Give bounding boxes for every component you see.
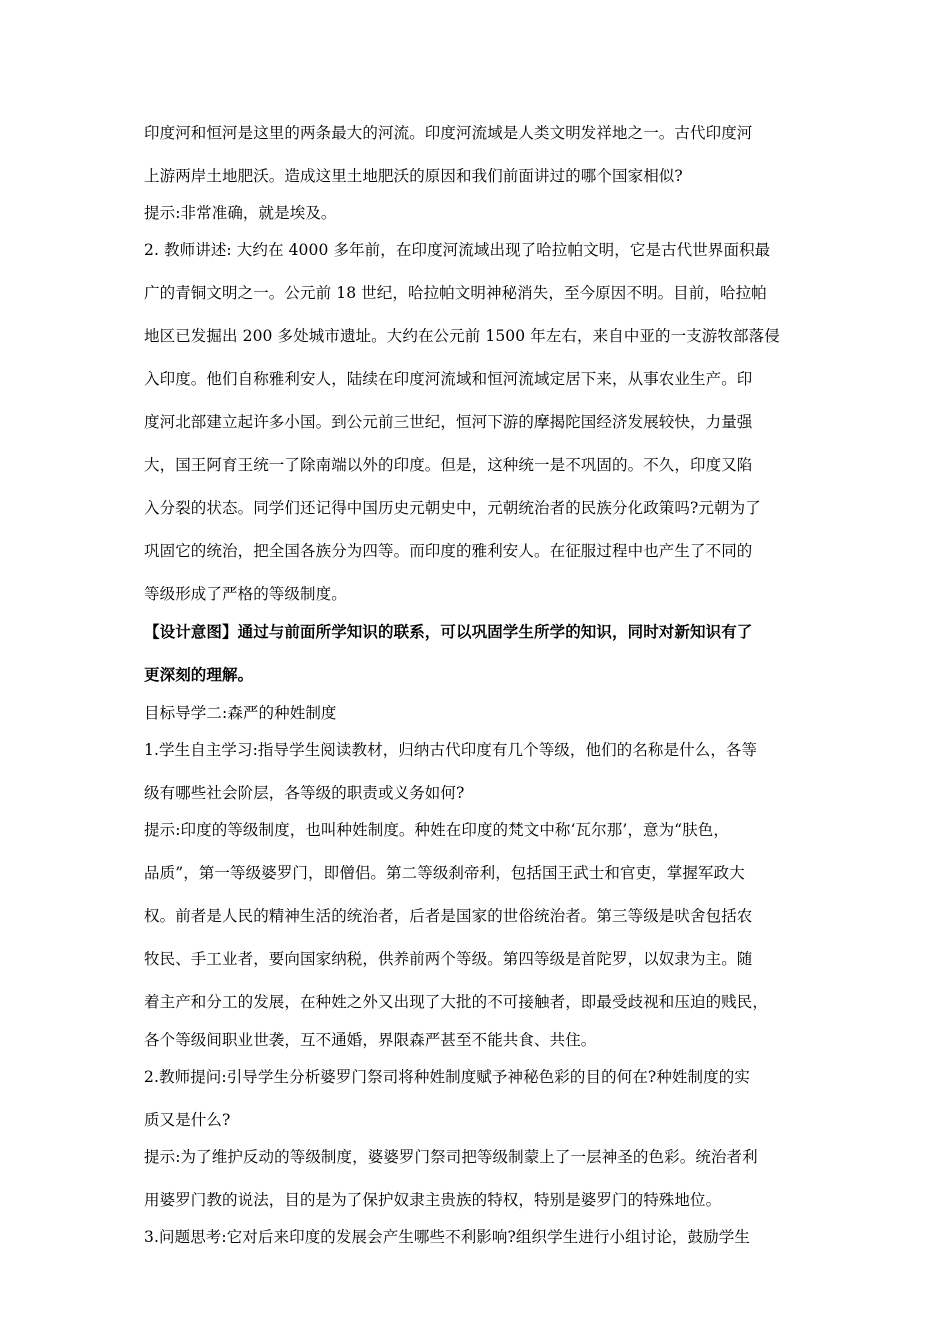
paragraph-line: 各个等级间职业世袭，互不通婚，界限森严甚至不能共食、共住。 (144, 1031, 597, 1049)
paragraph-line: 质又是什么? (144, 1111, 231, 1129)
paragraph-line: 品质”，第一等级婆罗门，即僧侣。第二等级刹帝利，包括国王武士和官吏，掌握军政大 (144, 864, 745, 882)
section-heading: 目标导学二:森严的种姓制度 (144, 704, 337, 722)
paragraph-line: 入分裂的状态。同学们还记得中国历史元朝史中，元朝统治者的民族分化政策吗?元朝为了 (144, 499, 761, 517)
paragraph-line: 印度河和恒河是这里的两条最大的河流。印度河流域是人类文明发祥地之一。古代印度河 (144, 124, 753, 142)
paragraph-line: 权。前者是人民的精神生活的统治者，后者是国家的世俗统治者。第三等级是吠舍包括农 (144, 907, 753, 925)
paragraph-line: 广的青铜文明之一。公元前 18 世纪，哈拉帕文明神秘消失，至今原因不明。目前，哈拉帕 (144, 284, 767, 302)
paragraph-line: 着主产和分工的发展，在种姓之外又出现了大批的不可接触者，即最受歧视和压迫的贱民， (144, 993, 769, 1011)
design-intent-line: 【设计意图】通过与前面所学知识的联系，可以巩固学生所学的知识，同时对新知识有了 (144, 623, 753, 641)
paragraph-line: 2. 教师讲述: 大约在 4000 多年前，在印度河流域出现了哈拉帕文明，它是古代世界面积最 (144, 241, 771, 259)
paragraph-line: 提示:印度的等级制度，也叫种姓制度。种姓在印度的梵文中称‘瓦尔那’，意为“肤色， (144, 821, 730, 839)
paragraph-line: 等级形成了严格的等级制度。 (144, 585, 347, 603)
paragraph-line: 级有哪些社会阶层，各等级的职责或义务如何? (144, 784, 465, 802)
paragraph-line: 入印度。他们自称雅利安人，陆续在印度河流域和恒河流域定居下来，从事农业生产。印 (144, 370, 753, 388)
paragraph-line: 1.学生自主学习:指导学生阅读教材，归纳古代印度有几个等级，他们的名称是什么，各等 (144, 741, 758, 759)
design-intent-line: 更深刻的理解。 (144, 666, 254, 684)
paragraph-line: 3.问题思考:它对后来印度的发展会产生哪些不利影响?组织学生进行小组讨论，鼓励学生 (144, 1228, 750, 1246)
paragraph-line: 提示:为了维护反动的等级制度，婆婆罗门祭司把等级制蒙上了一层神圣的色彩。统治者利 (144, 1148, 758, 1166)
paragraph-line: 大，国王阿育王统一了除南端以外的印度。但是，这种统一是不巩固的。不久，印度又陷 (144, 456, 753, 474)
paragraph-line: 用婆罗门教的说法，目的是为了保护奴隶主贵族的特权，特别是婆罗门的特殊地位。 (144, 1191, 722, 1209)
paragraph-line: 度河北部建立起许多小国。到公元前三世纪，恒河下游的摩揭陀国经济发展较快，力量强 (144, 413, 753, 431)
paragraph-line: 巩固它的统治，把全国各族分为四等。而印度的雅利安人。在征服过程中也产生了不同的 (144, 542, 753, 560)
paragraph-line: 提示:非常准确，就是埃及。 (144, 204, 337, 222)
paragraph-line: 上游两岸土地肥沃。造成这里土地肥沃的原因和我们前面讲过的哪个国家相似? (144, 167, 683, 185)
paragraph-line: 牧民、手工业者，要向国家纳税，供养前两个等级。第四等级是首陀罗，以奴隶为主。随 (144, 950, 753, 968)
paragraph-line: 地区已发掘出 200 多处城市遗址。大约在公元前 1500 年左右，来自中亚的一支游牧部落侵 (144, 327, 780, 345)
paragraph-line: 2.教师提问:引导学生分析婆罗门祭司将种姓制度赋予神秘色彩的目的何在?种姓制度的实 (144, 1068, 750, 1086)
